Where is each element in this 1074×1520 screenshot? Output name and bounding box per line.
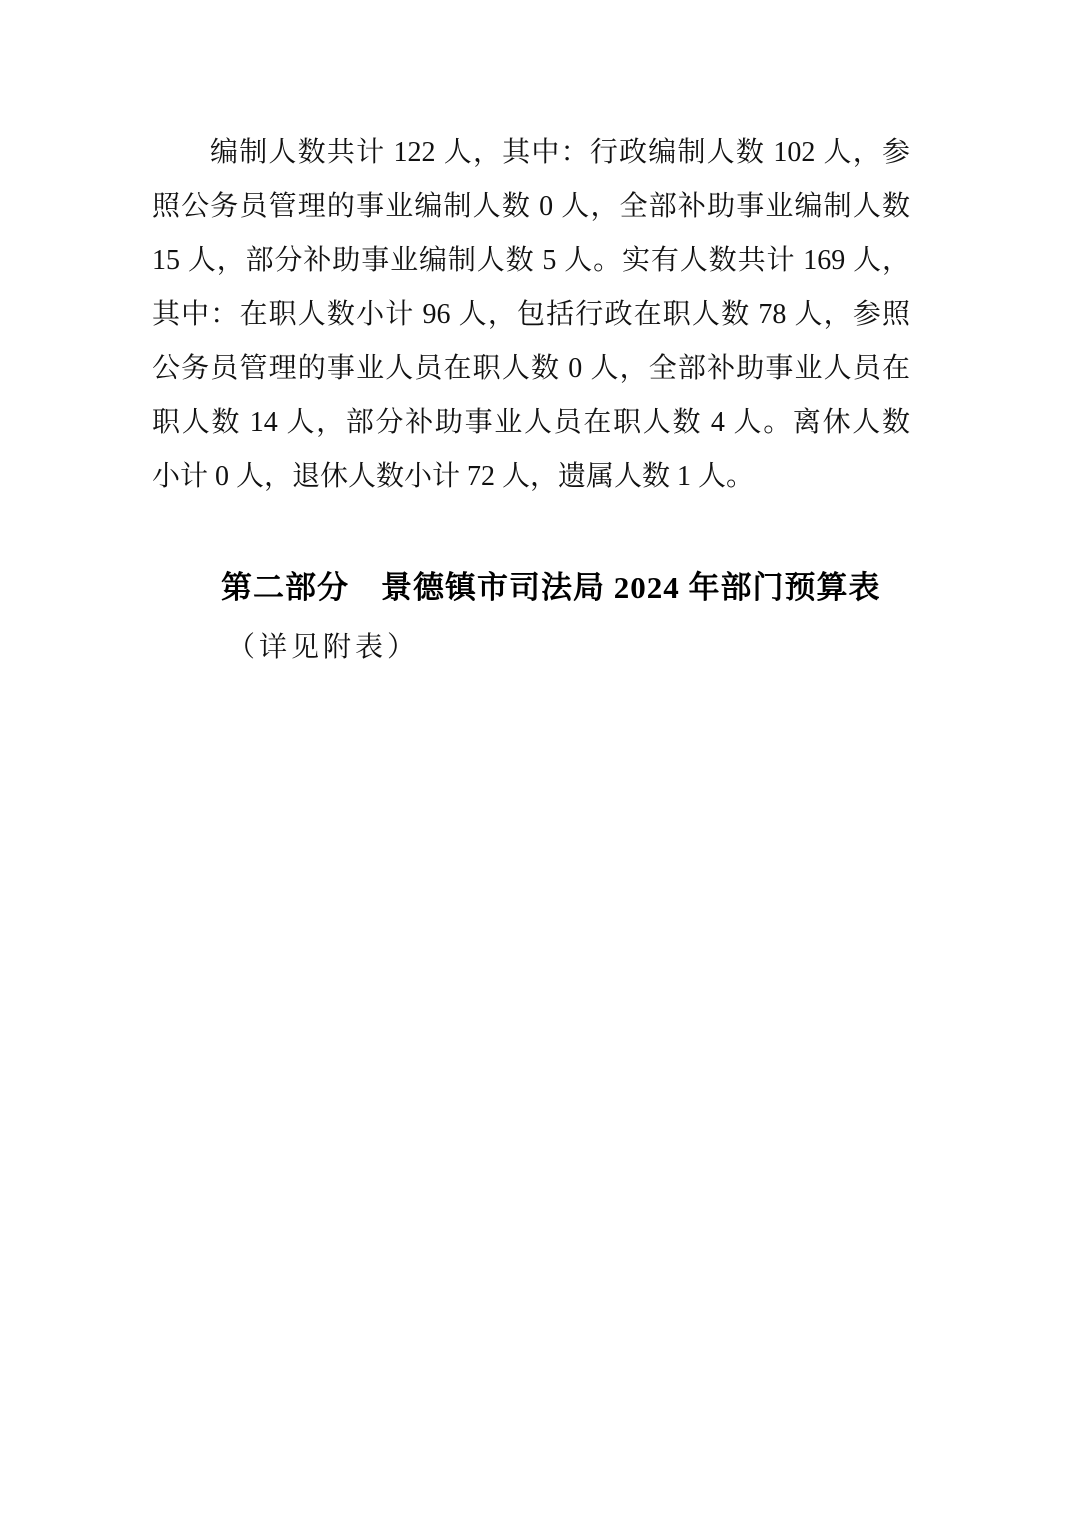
paragraph-line: 编制人数共计 122 人，其中：行政编制人数 102 人，参 [210,137,910,168]
paragraph-line: 15 人，部分补助事业编制人数 5 人。实有人数共计 169 人， [152,245,910,276]
section-heading: 第二部分 景德镇市司法局 2024 年部门预算表 [221,570,881,605]
paragraph-line: 其中：在职人数小计 96 人，包括行政在职人数 78 人，参照 [152,299,910,330]
paragraph-line: 小计 0 人，退休人数小计 72 人，遗属人数 1 人。 [152,461,755,492]
body-paragraph [152,126,910,504]
subnote: （详见附表） [227,632,420,663]
paragraph-line: 公务员管理的事业人员在职人数 0 人，全部补助事业人员在 [152,353,910,384]
paragraph-line: 职人数 14 人，部分补助事业人员在职人数 4 人。离休人数 [152,407,910,438]
paragraph-line: 照公务员管理的事业编制人数 0 人，全部补助事业编制人数 [152,191,910,222]
